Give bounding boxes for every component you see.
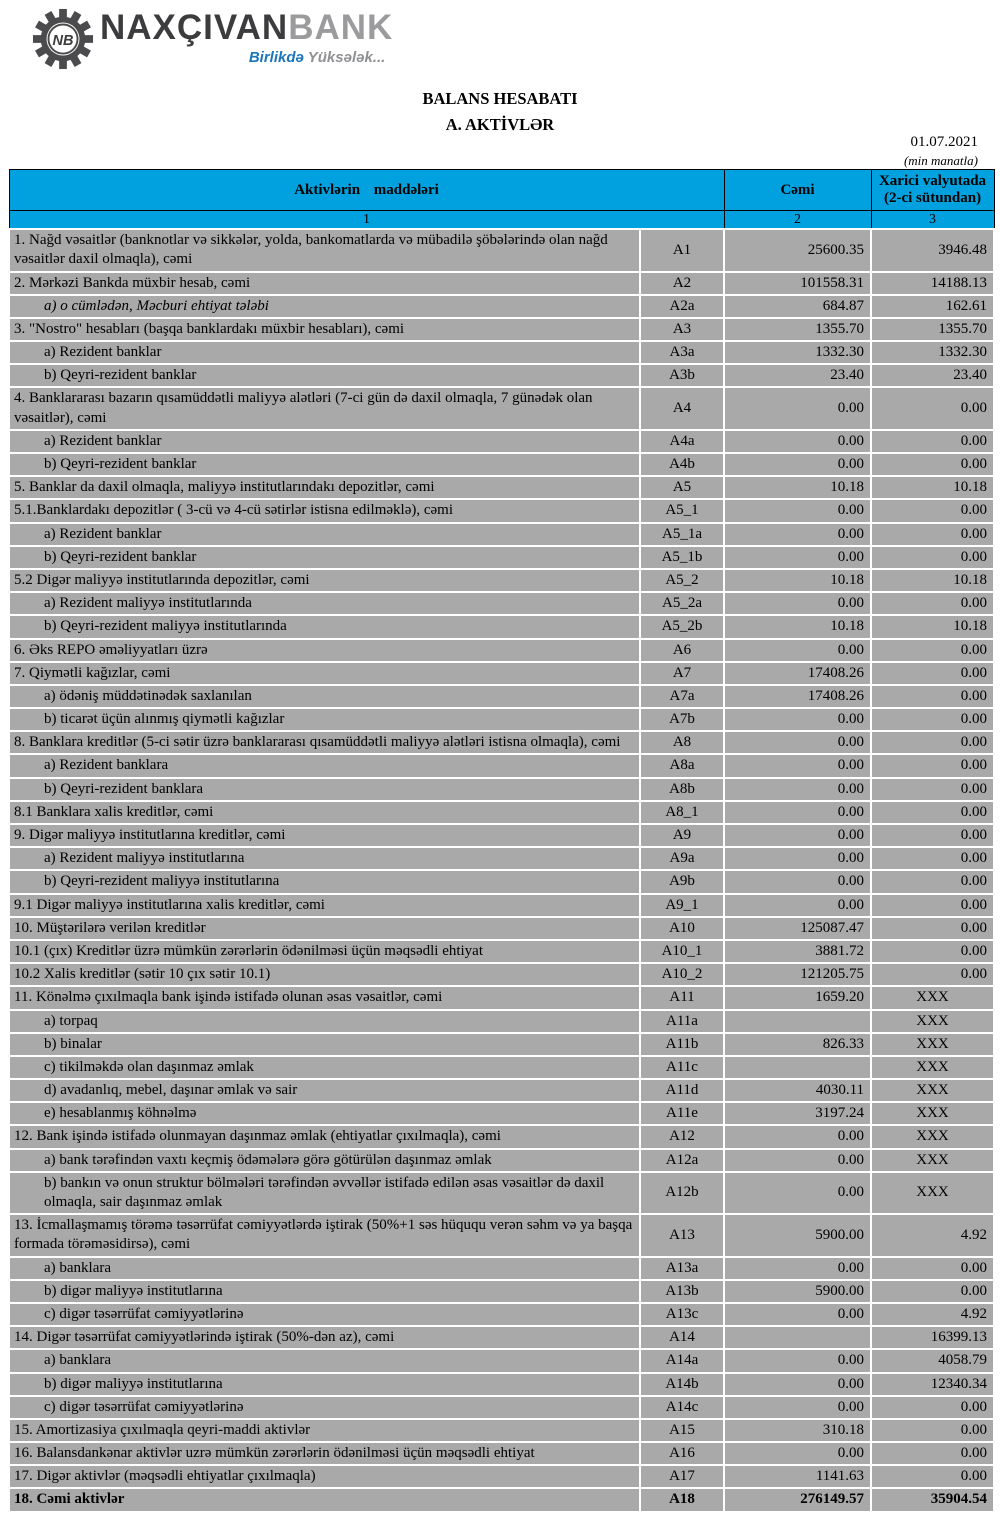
row-code: A6 (640, 639, 724, 662)
row-foreign-currency-value: 0.00 (871, 1257, 994, 1280)
table-row (9, 801, 994, 824)
row-code: A11 (640, 986, 724, 1009)
row-code: A18 (640, 1488, 724, 1511)
row-total-value: 0.00 (724, 592, 871, 615)
report-date: 01.07.2021 (910, 134, 978, 150)
row-label: b) Qeyri-rezident maliyyə institutlarına (9, 870, 640, 893)
row-total-value: 0.00 (724, 1349, 871, 1372)
bank-name (100, 10, 393, 45)
table-row (9, 430, 994, 453)
row-code: A11d (640, 1079, 724, 1102)
table-row (9, 272, 994, 295)
header-total: Cəmi (724, 170, 871, 211)
row-label: b) binalar (9, 1033, 640, 1056)
row-code: A9_1 (640, 894, 724, 917)
row-total-value: 310.18 (724, 1419, 871, 1442)
row-label: a) Rezident banklara (9, 754, 640, 777)
row-total-value: 1141.63 (724, 1465, 871, 1488)
table-header-row (9, 170, 994, 211)
row-label: 5. Banklar da daxil olmaqla, maliyyə institutlarındakı depozitlər, cəmi (9, 476, 640, 499)
row-foreign-currency-value: 14188.13 (871, 272, 994, 295)
row-foreign-currency-value: 4.92 (871, 1214, 994, 1256)
row-foreign-currency-value: 0.00 (871, 778, 994, 801)
row-foreign-currency-value: 0.00 (871, 387, 994, 429)
row-label: 2. Mərkəzi Bankda müxbir hesab, cəmi (9, 272, 640, 295)
row-foreign-currency-value: 0.00 (871, 1419, 994, 1442)
row-total-value: 25600.35 (724, 229, 871, 271)
row-foreign-currency-value: 10.18 (871, 476, 994, 499)
row-total-value: 4030.11 (724, 1079, 871, 1102)
row-total-value: 0.00 (724, 847, 871, 870)
row-total-value: 0.00 (724, 453, 871, 476)
row-code: A12b (640, 1172, 724, 1214)
table-row (9, 1349, 994, 1372)
row-label: a) Rezident banklar (9, 430, 640, 453)
row-foreign-currency-value: 0.00 (871, 1280, 994, 1303)
row-code: A13c (640, 1303, 724, 1326)
table-row (9, 1102, 994, 1125)
row-total-value (724, 1326, 871, 1349)
row-code: A10_2 (640, 963, 724, 986)
row-foreign-currency-value: XXX (871, 1056, 994, 1079)
table-row (9, 1396, 994, 1419)
row-code: A7a (640, 685, 724, 708)
row-foreign-currency-value: 0.00 (871, 546, 994, 569)
row-label: b) Qeyri-rezident maliyyə institutlarında (9, 615, 640, 638)
row-foreign-currency-value: 0.00 (871, 1396, 994, 1419)
row-total-value: 0.00 (724, 778, 871, 801)
row-label: 5.1.Banklardakı depozitlər ( 3-cü və 4-cü sətirlər istisna edilməklə), cəmi (9, 499, 640, 522)
row-total-value: 17408.26 (724, 662, 871, 685)
row-code: A5_1a (640, 523, 724, 546)
table-row (9, 986, 994, 1009)
row-total-value: 0.00 (724, 546, 871, 569)
row-label: a) ödəniş müddətinədək saxlanılan (9, 685, 640, 708)
table-row (9, 546, 994, 569)
row-total-value: 0.00 (724, 1172, 871, 1214)
table-row (9, 229, 994, 271)
row-foreign-currency-value: 12340.34 (871, 1373, 994, 1396)
row-foreign-currency-value: 0.00 (871, 453, 994, 476)
row-code: A5 (640, 476, 724, 499)
row-total-value: 276149.57 (724, 1488, 871, 1511)
table-row (9, 615, 994, 638)
table-row (9, 824, 994, 847)
row-label: a) Rezident maliyyə institutlarında (9, 592, 640, 615)
row-label: 15. Amortizasiya çıxılmaqla qeyri-maddi aktivlər (9, 1419, 640, 1442)
row-foreign-currency-value: 0.00 (871, 894, 994, 917)
row-total-value: 0.00 (724, 754, 871, 777)
bank-gear-logo-icon (32, 8, 94, 70)
row-code: A8b (640, 778, 724, 801)
row-code: A3b (640, 364, 724, 387)
table-row (9, 870, 994, 893)
row-label: b) Qeyri-rezident banklara (9, 778, 640, 801)
row-foreign-currency-value: XXX (871, 986, 994, 1009)
row-label: 5.2 Digər maliyyə institutlarında depozitlər, cəmi (9, 569, 640, 592)
row-foreign-currency-value: XXX (871, 1125, 994, 1148)
row-code: A10 (640, 917, 724, 940)
table-row (9, 569, 994, 592)
row-foreign-currency-value: XXX (871, 1079, 994, 1102)
row-code: A9a (640, 847, 724, 870)
table-row (9, 731, 994, 754)
balance-table (8, 169, 995, 1513)
row-label: 1. Nağd vəsaitlər (banknotlar və sikkələr, yolda, bankomatlarda və mübadilə şöbələrində olan nağd vəsaitlər daxil olmaqla), cəmi (9, 229, 640, 271)
row-total-value: 684.87 (724, 295, 871, 318)
row-label: 6. Əks REPO əməliyyatları üzrə (9, 639, 640, 662)
row-foreign-currency-value: 3946.48 (871, 229, 994, 271)
index-col2: 2 (724, 211, 871, 230)
table-row (9, 476, 994, 499)
row-foreign-currency-value: 0.00 (871, 801, 994, 824)
brand-text-column (100, 10, 393, 66)
table-row (9, 894, 994, 917)
table-row (9, 341, 994, 364)
row-foreign-currency-value: 0.00 (871, 917, 994, 940)
row-label: a) banklara (9, 1257, 640, 1280)
date-block (904, 134, 978, 169)
row-code: A7 (640, 662, 724, 685)
row-foreign-currency-value: 10.18 (871, 569, 994, 592)
table-row (9, 1010, 994, 1033)
row-foreign-currency-value: XXX (871, 1010, 994, 1033)
row-code: A12 (640, 1125, 724, 1148)
row-total-value: 0.00 (724, 1442, 871, 1465)
table-row (9, 1419, 994, 1442)
table-row (9, 917, 994, 940)
row-foreign-currency-value: 0.00 (871, 499, 994, 522)
table-row (9, 364, 994, 387)
row-label: 9.1 Digər maliyyə institutlarına xalis kreditlər, cəmi (9, 894, 640, 917)
row-foreign-currency-value: 0.00 (871, 685, 994, 708)
bank-name-secondary: BANK (288, 8, 394, 47)
row-foreign-currency-value: 162.61 (871, 295, 994, 318)
row-total-value: 3881.72 (724, 940, 871, 963)
row-foreign-currency-value: 0.00 (871, 870, 994, 893)
row-foreign-currency-value: 0.00 (871, 754, 994, 777)
table-row (9, 685, 994, 708)
row-foreign-currency-value: 0.00 (871, 708, 994, 731)
header-foreign-currency: Xarici valyutada (2-ci sütundan) (871, 170, 994, 211)
row-total-value: 101558.31 (724, 272, 871, 295)
row-total-value: 0.00 (724, 387, 871, 429)
table-row (9, 778, 994, 801)
table-row (9, 295, 994, 318)
table-row (9, 940, 994, 963)
table-row (9, 499, 994, 522)
logo-monogram: NB (52, 32, 74, 49)
row-total-value: 826.33 (724, 1033, 871, 1056)
row-foreign-currency-value: 4058.79 (871, 1349, 994, 1372)
row-total-value: 0.00 (724, 870, 871, 893)
row-label: b) ticarət üçün alınmış qiymətli kağızlar (9, 708, 640, 731)
row-code: A9 (640, 824, 724, 847)
row-code: A2 (640, 272, 724, 295)
row-label: a) banklara (9, 1349, 640, 1372)
row-code: A14a (640, 1349, 724, 1372)
row-total-value: 17408.26 (724, 685, 871, 708)
row-label: 9. Digər maliyyə institutlarına kreditlər, cəmi (9, 824, 640, 847)
row-label: 14. Digər təsərrüfat cəmiyyətlərində iştirak (50%-dən az), cəmi (9, 1326, 640, 1349)
header-assets-items: Aktivlərin maddələri (9, 170, 724, 211)
row-label: 8.1 Banklara xalis kreditlər, cəmi (9, 801, 640, 824)
row-foreign-currency-value: 0.00 (871, 639, 994, 662)
row-foreign-currency-value: 0.00 (871, 523, 994, 546)
row-label: a) o cümlədən, Məcburi ehtiyat tələbi (9, 295, 640, 318)
row-code: A16 (640, 1442, 724, 1465)
table-row (9, 453, 994, 476)
row-label: 16. Balansdankənar aktivlər uzrə mümkün zərərlərin ödənilməsi üçün məqsədli ehtiyat (9, 1442, 640, 1465)
table-row (9, 963, 994, 986)
row-total-value: 10.18 (724, 476, 871, 499)
table-row (9, 1172, 994, 1214)
row-code: A5_1 (640, 499, 724, 522)
row-label: c) tikilməkdə olan daşınmaz əmlak (9, 1056, 640, 1079)
report-title: BALANS HESABATI (422, 89, 578, 108)
row-code: A5_2 (640, 569, 724, 592)
row-code: A11a (640, 1010, 724, 1033)
row-label: e) hesablanmış köhnəlmə (9, 1102, 640, 1125)
row-label: b) bankın və onun struktur bölmələri tərəfindən əvvəllər istifadə edilən əsas vəsaitlər də daxil olmaqla, sair daşınmaz əmlak (9, 1172, 640, 1214)
row-code: A4b (640, 453, 724, 476)
row-code: A3 (640, 318, 724, 341)
tagline-secondary: Yüksələk... (307, 49, 386, 66)
row-label: 12. Bank işində istifadə olunmayan daşınmaz əmlak (ehtiyatlar çıxılmaqla), cəmi (9, 1125, 640, 1148)
row-code: A13b (640, 1280, 724, 1303)
row-label: a) Rezident maliyyə institutlarına (9, 847, 640, 870)
row-code: A8 (640, 731, 724, 754)
row-code: A15 (640, 1419, 724, 1442)
row-label: 18. Cəmi aktivlər (9, 1488, 640, 1511)
row-total-value: 0.00 (724, 1396, 871, 1419)
row-total-value: 10.18 (724, 615, 871, 638)
row-code: A14 (640, 1326, 724, 1349)
row-code: A8a (640, 754, 724, 777)
row-total-value: 0.00 (724, 1149, 871, 1172)
row-foreign-currency-value: XXX (871, 1102, 994, 1125)
document-title-block (0, 86, 1000, 137)
row-total-value: 0.00 (724, 1373, 871, 1396)
row-foreign-currency-value: 0.00 (871, 963, 994, 986)
row-foreign-currency-value: 0.00 (871, 1442, 994, 1465)
table-row (9, 1373, 994, 1396)
table-row (9, 318, 994, 341)
row-total-value: 0.00 (724, 824, 871, 847)
table-row (9, 1465, 994, 1488)
index-col3: 3 (871, 211, 994, 230)
row-label: b) digər maliyyə institutlarına (9, 1373, 640, 1396)
row-code: A1 (640, 229, 724, 271)
row-code: A13 (640, 1214, 724, 1256)
row-total-value (724, 1010, 871, 1033)
row-total-value: 0.00 (724, 499, 871, 522)
row-total-value: 0.00 (724, 1303, 871, 1326)
row-label: c) digər təsərrüfat cəmiyyətlərinə (9, 1396, 640, 1419)
row-foreign-currency-value: 23.40 (871, 364, 994, 387)
row-foreign-currency-value: 0.00 (871, 592, 994, 615)
row-total-value: 10.18 (724, 569, 871, 592)
row-foreign-currency-value: 0.00 (871, 1465, 994, 1488)
row-foreign-currency-value: XXX (871, 1149, 994, 1172)
row-label: a) Rezident banklar (9, 523, 640, 546)
row-code: A9b (640, 870, 724, 893)
row-total-value: 23.40 (724, 364, 871, 387)
row-total-value: 125087.47 (724, 917, 871, 940)
row-total-value: 0.00 (724, 1257, 871, 1280)
table-row (9, 1056, 994, 1079)
brand-line (32, 8, 1000, 70)
row-label: 17. Digər aktivlər (məqsədli ehtiyatlar çıxılmaqla) (9, 1465, 640, 1488)
row-code: A12a (640, 1149, 724, 1172)
row-total-value: 121205.75 (724, 963, 871, 986)
row-label: 10. Müştərilərə verilən kreditlər (9, 917, 640, 940)
table-row (9, 1442, 994, 1465)
row-foreign-currency-value: 0.00 (871, 731, 994, 754)
row-foreign-currency-value: 1332.30 (871, 341, 994, 364)
table-row (9, 1149, 994, 1172)
row-label: a) torpaq (9, 1010, 640, 1033)
row-total-value: 0.00 (724, 894, 871, 917)
table-row (9, 1303, 994, 1326)
row-code: A13a (640, 1257, 724, 1280)
row-label: 7. Qiymətli kağızlar, cəmi (9, 662, 640, 685)
table-row (9, 1257, 994, 1280)
table-row (9, 1280, 994, 1303)
row-total-value: 0.00 (724, 523, 871, 546)
row-total-value: 0.00 (724, 639, 871, 662)
row-total-value: 0.00 (724, 801, 871, 824)
row-label: a) Rezident banklar (9, 341, 640, 364)
table-index-row (9, 211, 994, 230)
row-foreign-currency-value: 0.00 (871, 824, 994, 847)
row-label: a) bank tərəfindən vaxtı keçmiş ödəmələrə görə götürülən daşınmaz əmlak (9, 1149, 640, 1172)
table-row (9, 523, 994, 546)
row-total-value: 5900.00 (724, 1280, 871, 1303)
row-code: A8_1 (640, 801, 724, 824)
row-label: 13. İcmallaşmamış törəmə təsərrüfat cəmiyyətlərdə iştirak (50%+1 səs hüququ verən səhm və ya başqa formada törəməsidirsə), cəmi (9, 1214, 640, 1256)
row-code: A17 (640, 1465, 724, 1488)
row-label: b) Qeyri-rezident banklar (9, 453, 640, 476)
row-code: A14c (640, 1396, 724, 1419)
tagline-primary: Birlikdə (248, 49, 304, 66)
index-col1: 1 (9, 211, 724, 230)
row-code: A10_1 (640, 940, 724, 963)
row-code: A3a (640, 341, 724, 364)
row-label: 4. Banklararası bazarın qısamüddətli maliyyə alətləri (7-ci gün də daxil olmaqla, 7 günədək olan vəsaitlər), cəmi (9, 387, 640, 429)
row-code: A11e (640, 1102, 724, 1125)
row-code: A7b (640, 708, 724, 731)
row-foreign-currency-value: 4.92 (871, 1303, 994, 1326)
table-row (9, 387, 994, 429)
table-row (9, 754, 994, 777)
row-code: A4 (640, 387, 724, 429)
row-label: 11. Könəlmə çıxılmaqla bank işində istifadə olunan əsas vəsaitlər, cəmi (9, 986, 640, 1009)
table-row (9, 1033, 994, 1056)
row-total-value: 0.00 (724, 1125, 871, 1148)
row-label: b) Qeyri-rezident banklar (9, 364, 640, 387)
report-subtitle: A. AKTİVLƏR (445, 114, 555, 134)
row-code: A14b (640, 1373, 724, 1396)
row-total-value: 0.00 (724, 708, 871, 731)
table-row (9, 1214, 994, 1256)
row-total-value (724, 1056, 871, 1079)
bank-header (0, 0, 1000, 84)
table-row (9, 1488, 994, 1511)
row-foreign-currency-value: 0.00 (871, 430, 994, 453)
row-total-value: 1659.20 (724, 986, 871, 1009)
table-row (9, 639, 994, 662)
row-foreign-currency-value: 0.00 (871, 662, 994, 685)
row-total-value: 0.00 (724, 731, 871, 754)
row-foreign-currency-value: XXX (871, 1172, 994, 1214)
row-total-value: 1355.70 (724, 318, 871, 341)
row-label: b) Qeyri-rezident banklar (9, 546, 640, 569)
table-row (9, 1125, 994, 1148)
row-code: A5_2a (640, 592, 724, 615)
row-foreign-currency-value: 1355.70 (871, 318, 994, 341)
row-foreign-currency-value: 16399.13 (871, 1326, 994, 1349)
row-label: b) digər maliyyə institutlarına (9, 1280, 640, 1303)
table-row (9, 1326, 994, 1349)
bank-tagline (100, 49, 393, 66)
row-total-value: 0.00 (724, 430, 871, 453)
row-label: c) digər təsərrüfat cəmiyyətlərinə (9, 1303, 640, 1326)
row-label: 8. Banklara kreditlər (5-ci sətir üzrə banklararası qısamüddətli maliyyə alətləri istisna olmaqla), cəmi (9, 731, 640, 754)
row-foreign-currency-value: XXX (871, 1033, 994, 1056)
table-row (9, 662, 994, 685)
row-code: A11c (640, 1056, 724, 1079)
row-total-value: 1332.30 (724, 341, 871, 364)
row-label: 10.1 (çıx) Kreditlər üzrə mümkün zərərlərin ödənilməsi üçün məqsədli ehtiyat (9, 940, 640, 963)
row-code: A11b (640, 1033, 724, 1056)
row-total-value: 3197.24 (724, 1102, 871, 1125)
row-total-value: 5900.00 (724, 1214, 871, 1256)
row-foreign-currency-value: 10.18 (871, 615, 994, 638)
row-foreign-currency-value: 0.00 (871, 847, 994, 870)
row-label: 3. "Nostro" hesabları (başqa banklardakı müxbir hesabları), cəmi (9, 318, 640, 341)
table-row (9, 708, 994, 731)
table-row (9, 847, 994, 870)
unit-note: (min manatla) (903, 153, 978, 168)
row-code: A4a (640, 430, 724, 453)
row-foreign-currency-value: 0.00 (871, 940, 994, 963)
table-row (9, 592, 994, 615)
row-code: A5_1b (640, 546, 724, 569)
row-code: A2a (640, 295, 724, 318)
row-foreign-currency-value: 35904.54 (871, 1488, 994, 1511)
row-code: A5_2b (640, 615, 724, 638)
row-label: d) avadanlıq, mebel, daşınar əmlak və sair (9, 1079, 640, 1102)
table-row (9, 1079, 994, 1102)
bank-name-primary: NAXÇIVAN (100, 8, 289, 47)
row-label: 10.2 Xalis kreditlər (sətir 10 çıx sətir 10.1) (9, 963, 640, 986)
